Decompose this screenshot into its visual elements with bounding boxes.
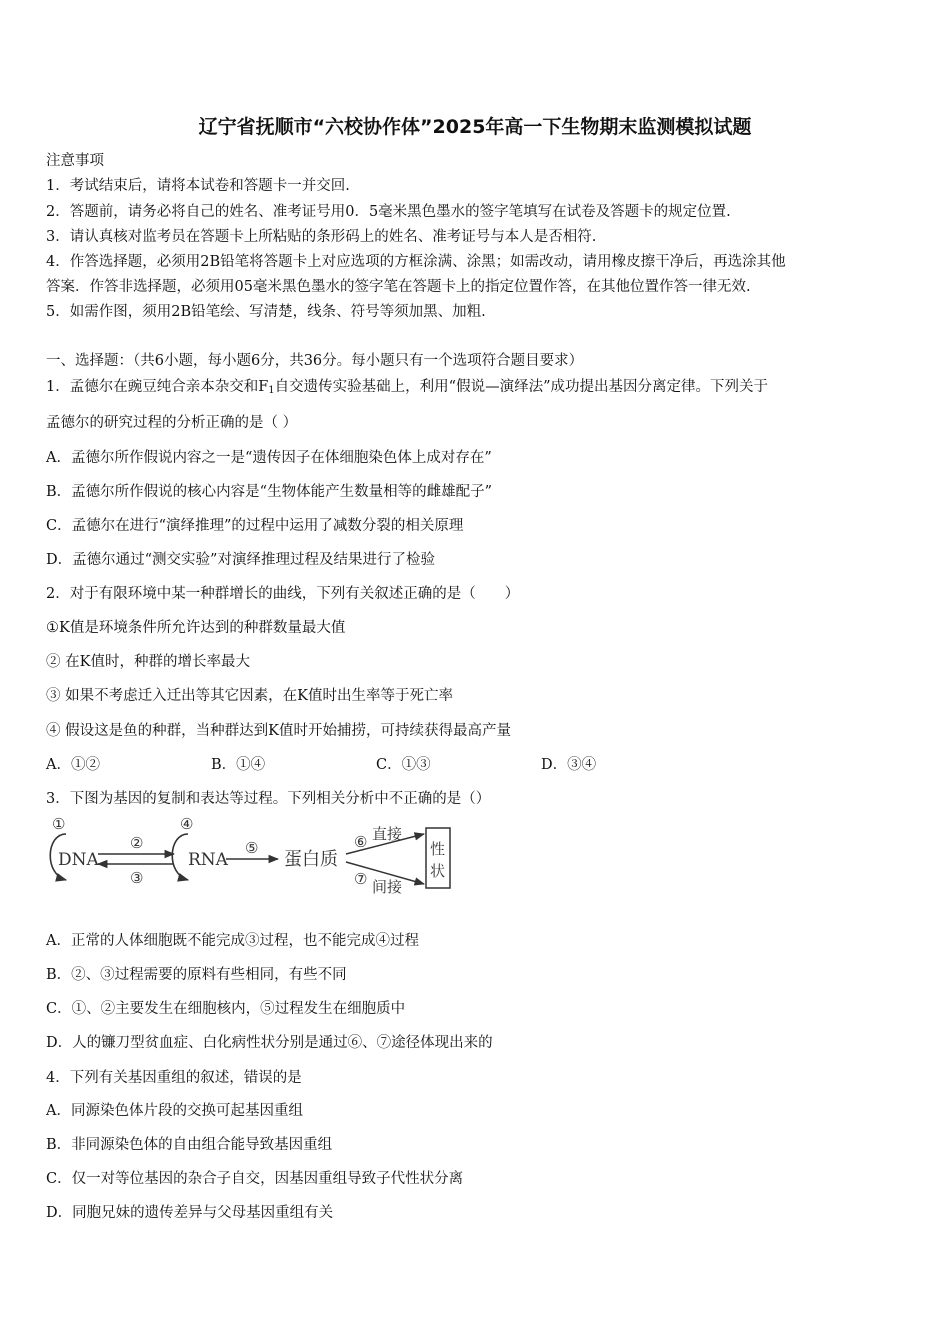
notice-item-3: 3．请认真核对监考员在答题卡上所粘贴的条形码上的姓名、准考证号与本人是否相符. bbox=[46, 229, 597, 245]
notice-item-4-cont: 答案．作答非选择题，必须用05毫米黑色墨水的签字笔在答题卡上的指定位置作答，在其他位置作答一律无效. bbox=[46, 279, 751, 295]
q1-stem bbox=[46, 377, 768, 401]
notice-item-1: 1．考试结束后，请将本试卷和答题卡一并交回. bbox=[46, 178, 350, 194]
q2-stem: 2．对于有限环境中某一种群增长的曲线，下列有关叙述正确的是（ ） bbox=[46, 586, 520, 602]
indirect-label: 间接 bbox=[372, 878, 403, 896]
label-6: ⑥ bbox=[354, 833, 368, 851]
q4-option-c: C．仅一对等位基因的杂合子自交，因基因重组导致子代性状分离 bbox=[46, 1171, 464, 1187]
protein-label: 蛋白质 bbox=[284, 849, 338, 870]
dna-label: DNA bbox=[58, 850, 99, 870]
q3-stem: 3．下图为基因的复制和表达等过程。下列相关分析中不正确的是（） bbox=[46, 791, 491, 807]
q1-option-b: B．孟德尔所作假说的核心内容是“生物体能产生数量相等的雌雄配子” bbox=[46, 484, 492, 500]
notice-item-4: 4．作答选择题，必须用2B铅笔将答题卡上对应选项的方框涂满、涂黑；如需改动，请用橡皮擦干净后，再选涂其他 bbox=[46, 254, 786, 270]
q4-option-a: A．同源染色体片段的交换可起基因重组 bbox=[46, 1103, 303, 1119]
q1-option-a: A．孟德尔所作假说内容之一是“遗传因子在体细胞染色体上成对存在” bbox=[46, 450, 492, 466]
q1-option-d: D．孟德尔通过“测交实验”对演绎推理过程及结果进行了检验 bbox=[46, 552, 435, 568]
notice-item-2: 2．答题前，请务必将自己的姓名、准考证号用0．5毫米黑色墨水的签字笔填写在试卷及答题卡的规定位置. bbox=[46, 204, 731, 220]
q4-option-d: D．同胞兄妹的遗传差异与父母基因重组有关 bbox=[46, 1205, 334, 1221]
q2-option-c: C．①③ bbox=[376, 757, 431, 773]
label-2: ② bbox=[130, 834, 144, 852]
trait-label-2: 状 bbox=[430, 862, 446, 880]
notice-heading: 注意事项 bbox=[46, 153, 104, 169]
label-4: ④ bbox=[180, 815, 194, 833]
q2-statement-1: ①K值是环境条件所允许达到的种群数量最大值 bbox=[46, 620, 346, 636]
q4-stem: 4．下列有关基因重组的叙述，错误的是 bbox=[46, 1070, 302, 1086]
direct-label: 直接 bbox=[372, 825, 403, 843]
rna-label: RNA bbox=[188, 850, 228, 870]
q2-statement-4: ④ 假设这是鱼的种群，当种群达到K值时开始捕捞，可持续获得最高产量 bbox=[46, 723, 511, 739]
q2-option-d: D．③④ bbox=[541, 757, 597, 773]
q1-stem-b: 自交遗传实验基础上，利用“假说—演绎法”成功提出基因分离定律。下列关于 bbox=[274, 379, 768, 395]
q4-option-b: B．非同源染色体的自由组合能导致基因重组 bbox=[46, 1137, 333, 1153]
q2-statement-2: ② 在K值时，种群的增长率最大 bbox=[46, 654, 250, 670]
q3-option-d: D．人的镰刀型贫血症、白化病性状分别是通过⑥、⑦途径体现出来的 bbox=[46, 1035, 493, 1051]
label-3: ③ bbox=[130, 869, 144, 887]
q2-statement-3: ③ 如果不考虑迁入迁出等其它因素，在K值时出生率等于死亡率 bbox=[46, 688, 453, 704]
q1-stem-a: 1．孟德尔在豌豆纯合亲本杂交和F bbox=[46, 379, 269, 395]
label-5: ⑤ bbox=[245, 839, 259, 857]
trait-label-1: 性 bbox=[430, 840, 446, 858]
label-7: ⑦ bbox=[354, 870, 368, 888]
q1-option-c: C．孟德尔在进行“演绎推理”的过程中运用了减数分裂的相关原理 bbox=[46, 518, 464, 534]
q2-option-a: A．①② bbox=[46, 757, 100, 773]
notice-item-5: 5．如需作图，须用2B铅笔绘、写清楚，线条、符号等须加黑、加粗. bbox=[46, 304, 486, 320]
q3-option-c: C．①、②主要发生在细胞核内，⑤过程发生在细胞质中 bbox=[46, 1001, 406, 1017]
q1-stem-sub: 1 bbox=[268, 385, 275, 396]
q3-option-b: B．②、③过程需要的原料有些相同，有些不同 bbox=[46, 967, 347, 983]
q1-stem-cont: 孟德尔的研究过程的分析正确的是（ ） bbox=[46, 415, 298, 431]
q3-option-a: A．正常的人体细胞既不能完成③过程，也不能完成④过程 bbox=[46, 933, 419, 949]
label-1: ① bbox=[52, 815, 66, 833]
rna-replication-loop-arrow bbox=[172, 834, 188, 880]
q2-option-b: B．①④ bbox=[211, 757, 266, 773]
gene-expression-diagram bbox=[40, 812, 470, 902]
page-title: 辽宁省抚顺市“六校协作体”2025年高一下生物期末监测模拟试题 bbox=[198, 116, 752, 138]
section-heading: 一、选择题：（共6小题，每小题6分，共36分。每小题只有一个选项符合题目要求） bbox=[46, 353, 584, 369]
